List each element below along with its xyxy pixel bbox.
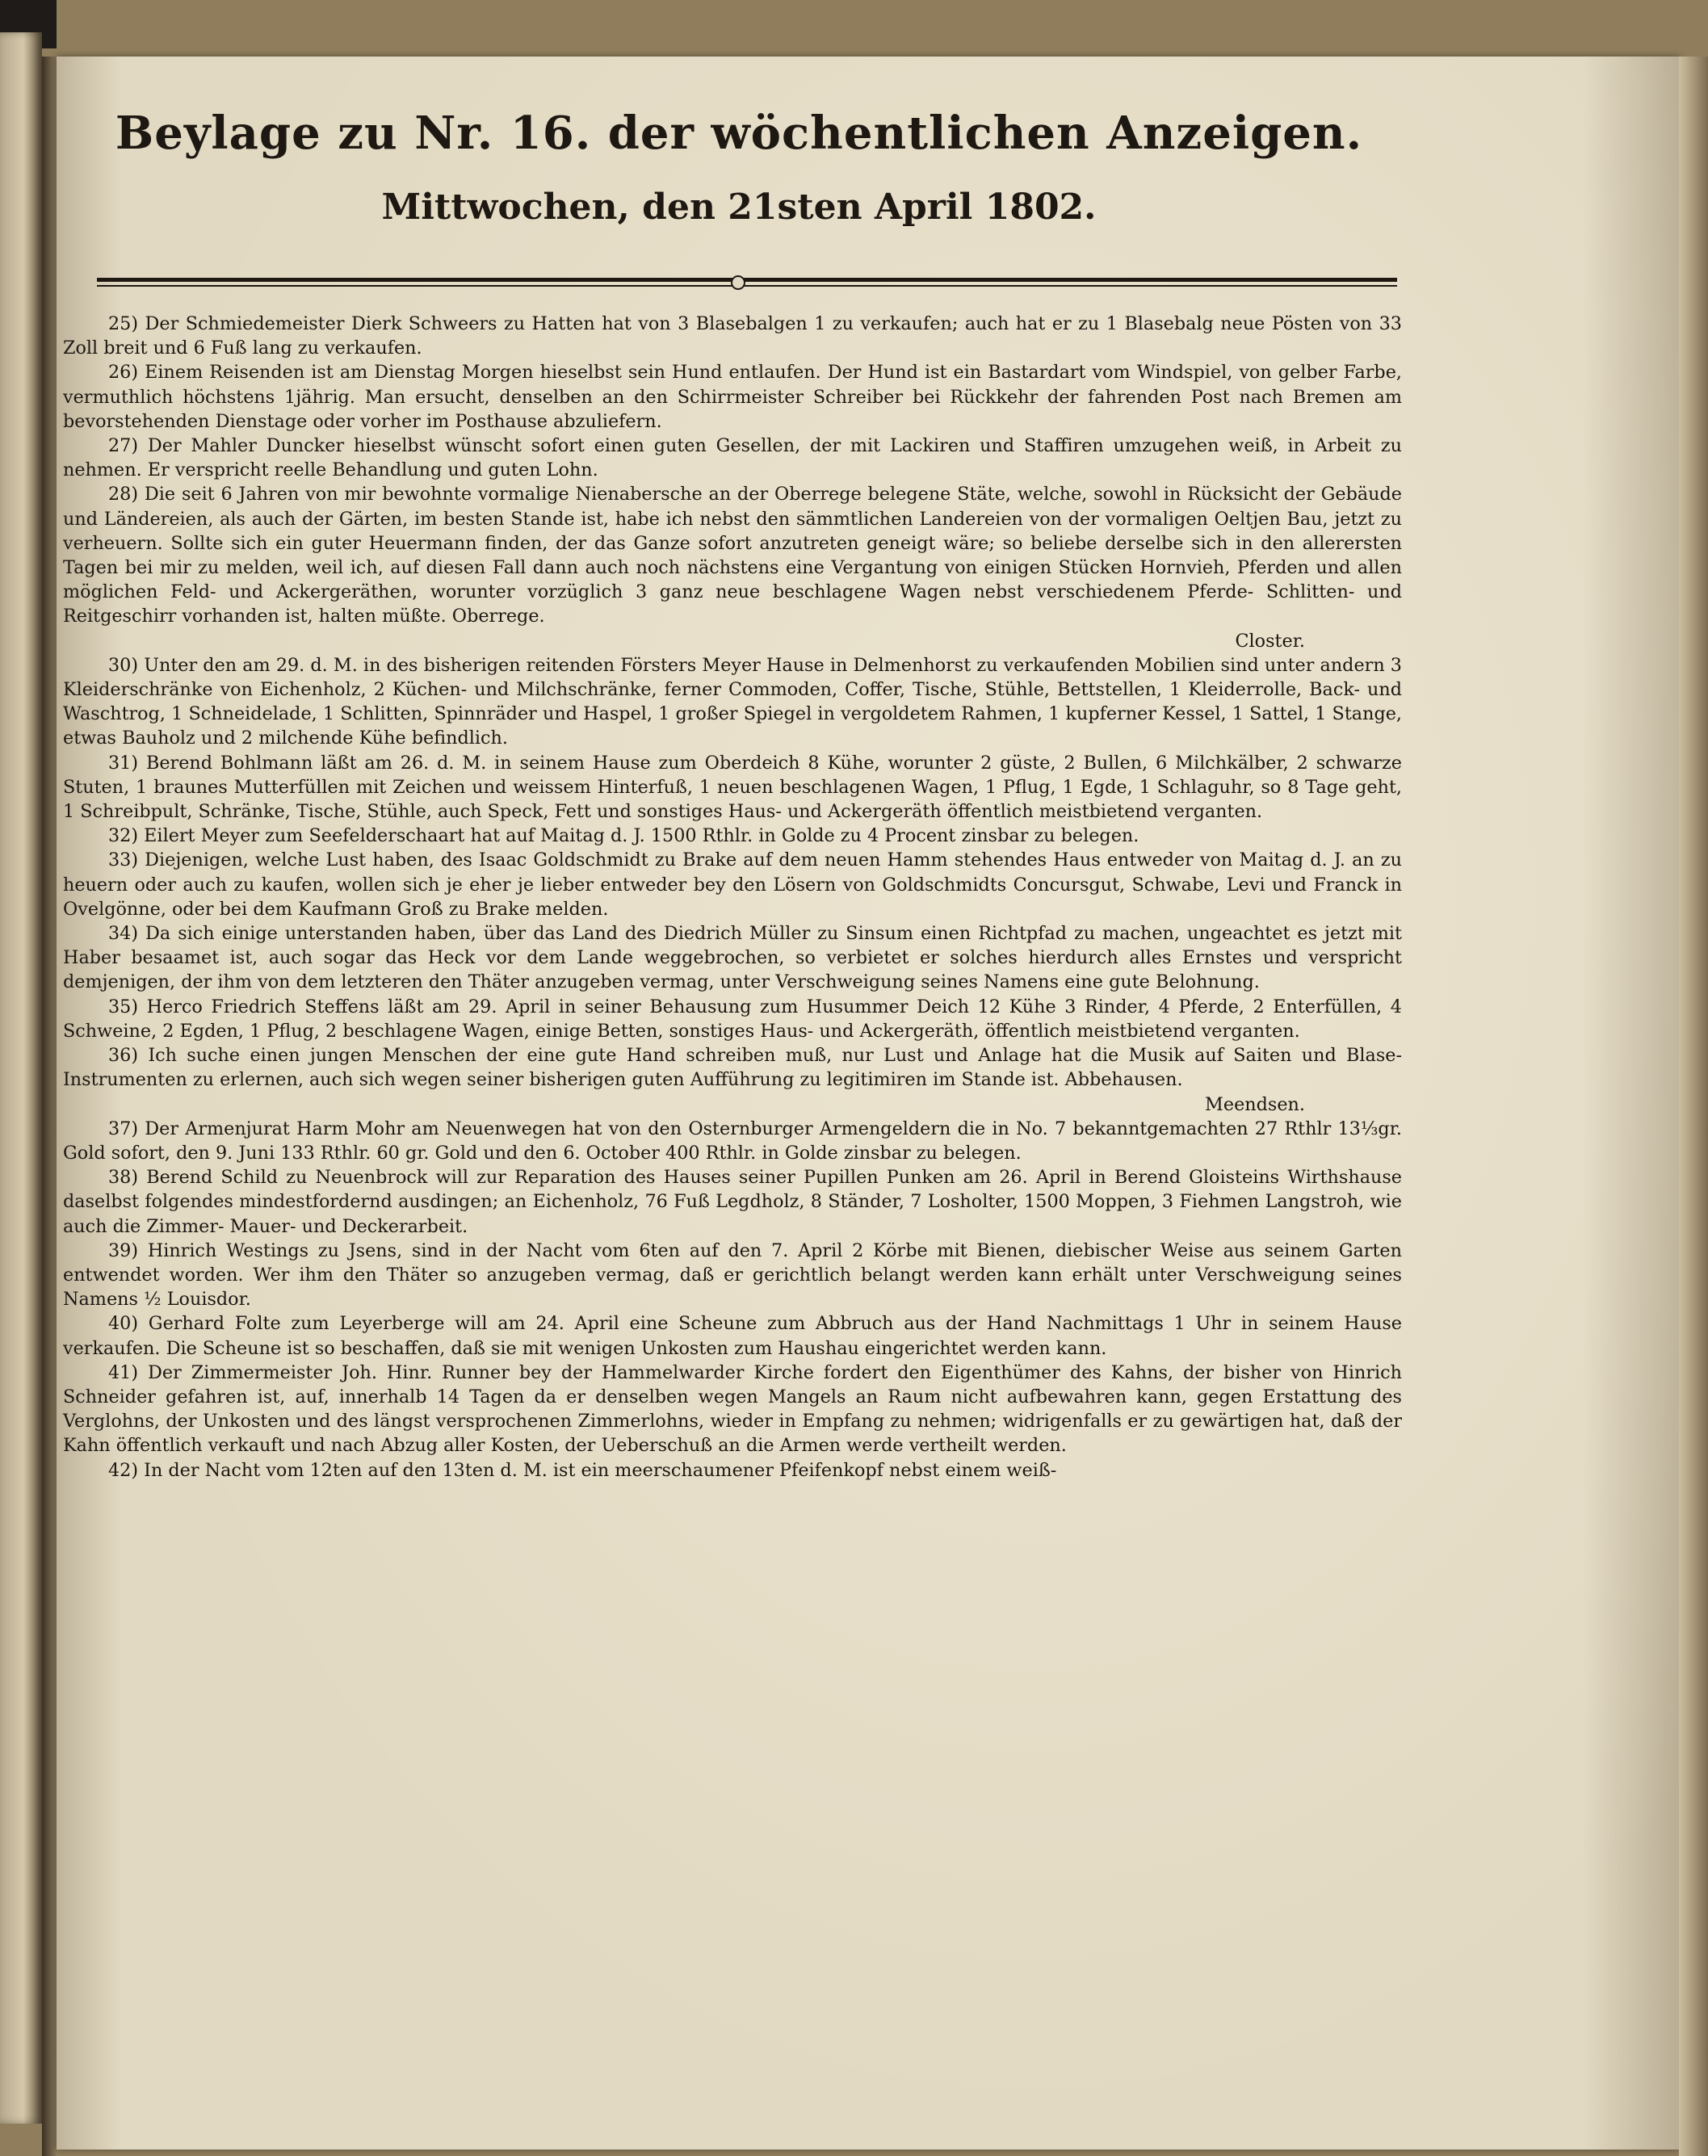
advertisement-38: 38) Berend Schild zu Neuenbrock will zur Reparation des Hauses seiner Pupillen Punken am 26. April in Berend Gloisteins Wirthshause daselbst folgendes mindestfordernd ausdingen; an Eichenholz, 76 Fuß Legdholz, 8 Ständer, 7 Losholter, 1500 Moppen, 3 Fiehmen Langstroh, wie auch die Zimmer- Mauer- und Deckerarbeit. — [63, 1167, 1402, 1237]
advertisement-39: 39) Hinrich Westings zu Jsens, sind in der Nacht vom 6ten auf den 7. April 2 Körbe mit Bienen, diebischer Weise aus seinem Garten entwendet worden. Wer ihm den Thäter so anzugeben vermag, daß er gerichtlich belangt werden kann erhält unter Verschweigung seines Namens ½ Louisdor. — [63, 1239, 1402, 1311]
advertisement-30: 30) Unter den am 29. d. M. in des bisherigen reitenden Försters Meyer Hause in Delmenhorst zu verkaufenden Mobilien sind unter andern 3 Kleiderschränke von Eichenholz, 2 Küchen- und Milchschränke, ferner Commoden, Coffer, Tische, Stühle, Bettstellen, 1 Kleiderrolle, Back- und Waschtrog, 1 Schneidelade, 1 Schlitten, Spinnräder und Haspel, 1 großer Spiegel in vergoldetem Rahmen, 1 kupferner Kessel, 1 Sattel, 1 Stange, etwas Bauholz und 2 milchende Kühe befindlich. — [63, 654, 1402, 749]
advertisement-31: 31) Berend Bohlmann läßt am 26. d. M. in seinem Hause zum Oberdeich 8 Kühe, worunter 2 güste, 2 Bullen, 6 Milchkälber, 2 schwarze Stuten, 1 braunes Mutterfüllen mit Zeichen und weissem Hinterfuß, 1 neuen beschlagenen Wagen, 1 Pflug, 1 Egde, 1 Schlaguhr, so 8 Tage geht, 1 Schreibpult, Schränke, Tische, Stühle, auch Speck, Fett und sonstiges Haus- und Ackergeräth öffentlich meistbietend verganten. — [63, 752, 1402, 823]
advertisement-37: 37) Der Armenjurat Harm Mohr am Neuenwegen hat von den Osternburger Armengeldern die in No. 7 bekanntgemachten 27 Rthlr 13⅓gr. Gold sofort, den 9. Juni 133 Rthlr. 60 gr. Gold und den 6. October 400 Rthlr. in Golde zinsbar zu belegen. — [63, 1118, 1402, 1164]
advertisement-25: 25) Der Schmiedemeister Dierk Schweers zu Hatten hat von 3 Blasebalgen 1 zu verkaufen; auch hat er zu 1 Blasebalg neue Pösten von 33 Zoll breit und 6 Fuß lang zu verkaufen. — [63, 313, 1402, 359]
header-rule — [97, 278, 1397, 289]
page-stack-edge — [1679, 57, 1708, 2156]
advertisement-40: 40) Gerhard Folte zum Leyerberge will am 24. April eine Scheune zum Abbruch aus der Hand Nachmittags 1 Uhr in seinem Hause verkaufen. Die Scheune ist so beschaffen, daß sie mit wenigen Unkosten zum Haushau eingerichtet werden kann. — [63, 1313, 1402, 1359]
advertisement-32: 32) Eilert Meyer zum Seefelderschaart hat auf Maitag d. J. 1500 Rthlr. in Golde zu 4 Procent zinsbar zu belegen. — [108, 825, 1139, 847]
advertisement-36: 36) Ich suche einen jungen Menschen der eine gute Hand schreiben muß, nur Lust und Anlage hat die Musik auf Saiten und Blase-Instrumenten zu erlernen, auch sich wegen seiner bisherigen guten Aufführung zu legitimiren im Stande ist. Abbehausen. — [63, 1045, 1402, 1091]
advertisement-27: 27) Der Mahler Duncker hieselbst wünscht sofort einen guten Gesellen, der mit Lackiren und Staffiren umzugehen weiß, in Arbeit zu nehmen. Er verspricht reelle Behandlung und guten Lohn. — [63, 435, 1402, 481]
rule-ornament — [731, 275, 745, 290]
advertisement-28: 28) Die seit 6 Jahren von mir bewohnte vormalige Nienabersche an der Oberrege belegene Stäte, welche, sowohl in Rücksicht der Gebäude und Ländereien, als auch der Gärten, im besten Stande ist, habe ich nebst den sämmtlichen Landereien von der vormaligen Oeltjen Bau, jetzt zu verheuern. Sollte sich ein guter Heuermann finden, der das Ganze sofort anzutreten geneigt wäre; so beliebe derselbe sich in den allerersten Tagen bei mir zu melden, weil ich, auf diesen Fall dann auch noch nächstens eine Vergantung von einigen Stücken Hornvieh, Pferden und allen möglichen Feld- und Ackergeräthen, worunter vorzüglich 3 ganz neue beschlagene Wagen nebst verschiedenem Pferde- Schlitten- und Reitgeschirr vorhanden ist, halten müßte. Oberrege. — [63, 484, 1402, 627]
advertisement-35: 35) Herco Friedrich Steffens läßt am 29. April in seiner Behausung zum Husummer Deich 12 Kühe 3 Rinder, 4 Pferde, 2 Enterfüllen, 4 Schweine, 2 Egden, 1 Pflug, 2 beschlagene Wagen, einige Betten, sonstiges Haus- und Ackergeräth, öffentlich meistbietend verganten. — [63, 996, 1402, 1042]
advertisement-28-signature: Closter. — [1235, 630, 1305, 652]
page-title: Beylage zu Nr. 16. der wöchentlichen Anzeigen. — [115, 107, 1363, 160]
book-spine — [42, 57, 57, 2156]
advertisements-column — [63, 312, 1402, 1483]
previous-page-edge — [0, 32, 42, 2124]
issue-date: Mittwochen, den 21sten April 1802. — [381, 187, 1097, 228]
advertisement-36-signature: Meendsen. — [1205, 1093, 1305, 1115]
advertisement-26: 26) Einem Reisenden ist am Dienstag Morgen hieselbst sein Hund entlaufen. Der Hund ist ein Bastardart vom Windspiel, von gelber Farbe, vermuthlich höchstens 1jährig. Man ersucht, denselben an den Schirrmeister Schreiber bei Rückkehr der fahrenden Post nach Bremen am bevorstehenden Dienstage oder vorher im Posthause abzuliefern. — [63, 362, 1402, 432]
advertisement-42: 42) In der Nacht vom 12ten auf den 13ten d. M. ist ein meerschaumener Pfeifenkopf nebst einem weiß- — [108, 1459, 1057, 1481]
page-header — [97, 97, 1381, 236]
advertisement-41: 41) Der Zimmermeister Joh. Hinr. Runner bey der Hammelwarder Kirche fordert den Eigenthümer des Kahns, der bisher von Hinrich Schneider gefahren ist, auf, innerhalb 14 Tagen da er denselben wegen Mangels an Raum nicht aufbewahren kann, gegen Erstattung des Verglohns, der Unkosten und des längst versprochenen Zimmerlohns, wieder in Empfang zu nehmen; widrigenfalls er zu gewärtigen hat, daß der Kahn öffentlich verkauft und nach Abzug aller Kosten, der Ueberschuß an die Armen werde vertheilt werden. — [63, 1361, 1402, 1457]
advertisement-33: 33) Diejenigen, welche Lust haben, des Isaac Goldschmidt zu Brake auf dem neuen Hamm stehendes Haus entweder von Maitag d. J. an zu heuern oder auch zu kaufen, wollen sich je eher je lieber entweder bey den Lösern von Goldschmidts Concursgut, Schwabe, Levi und Franck in Ovelgönne, oder bei dem Kaufmann Groß zu Brake melden. — [63, 849, 1402, 920]
advertisement-34: 34) Da sich einige unterstanden haben, über das Land des Diedrich Müller zu Sinsum einen Richtpfad zu machen, ungeachtet es jetzt mit Haber besaamet ist, auch sogar das Heck vor dem Lande weggebrochen, so verbietet er solches hierdurch alles Ernstes und verspricht demjenigen, der ihm von dem letzteren den Thäter anzugeben vermag, unter Verschweigung seines Namens eine gute Belohnung. — [63, 923, 1402, 993]
rule-thin — [97, 285, 1397, 287]
rule-thick — [97, 278, 1397, 282]
